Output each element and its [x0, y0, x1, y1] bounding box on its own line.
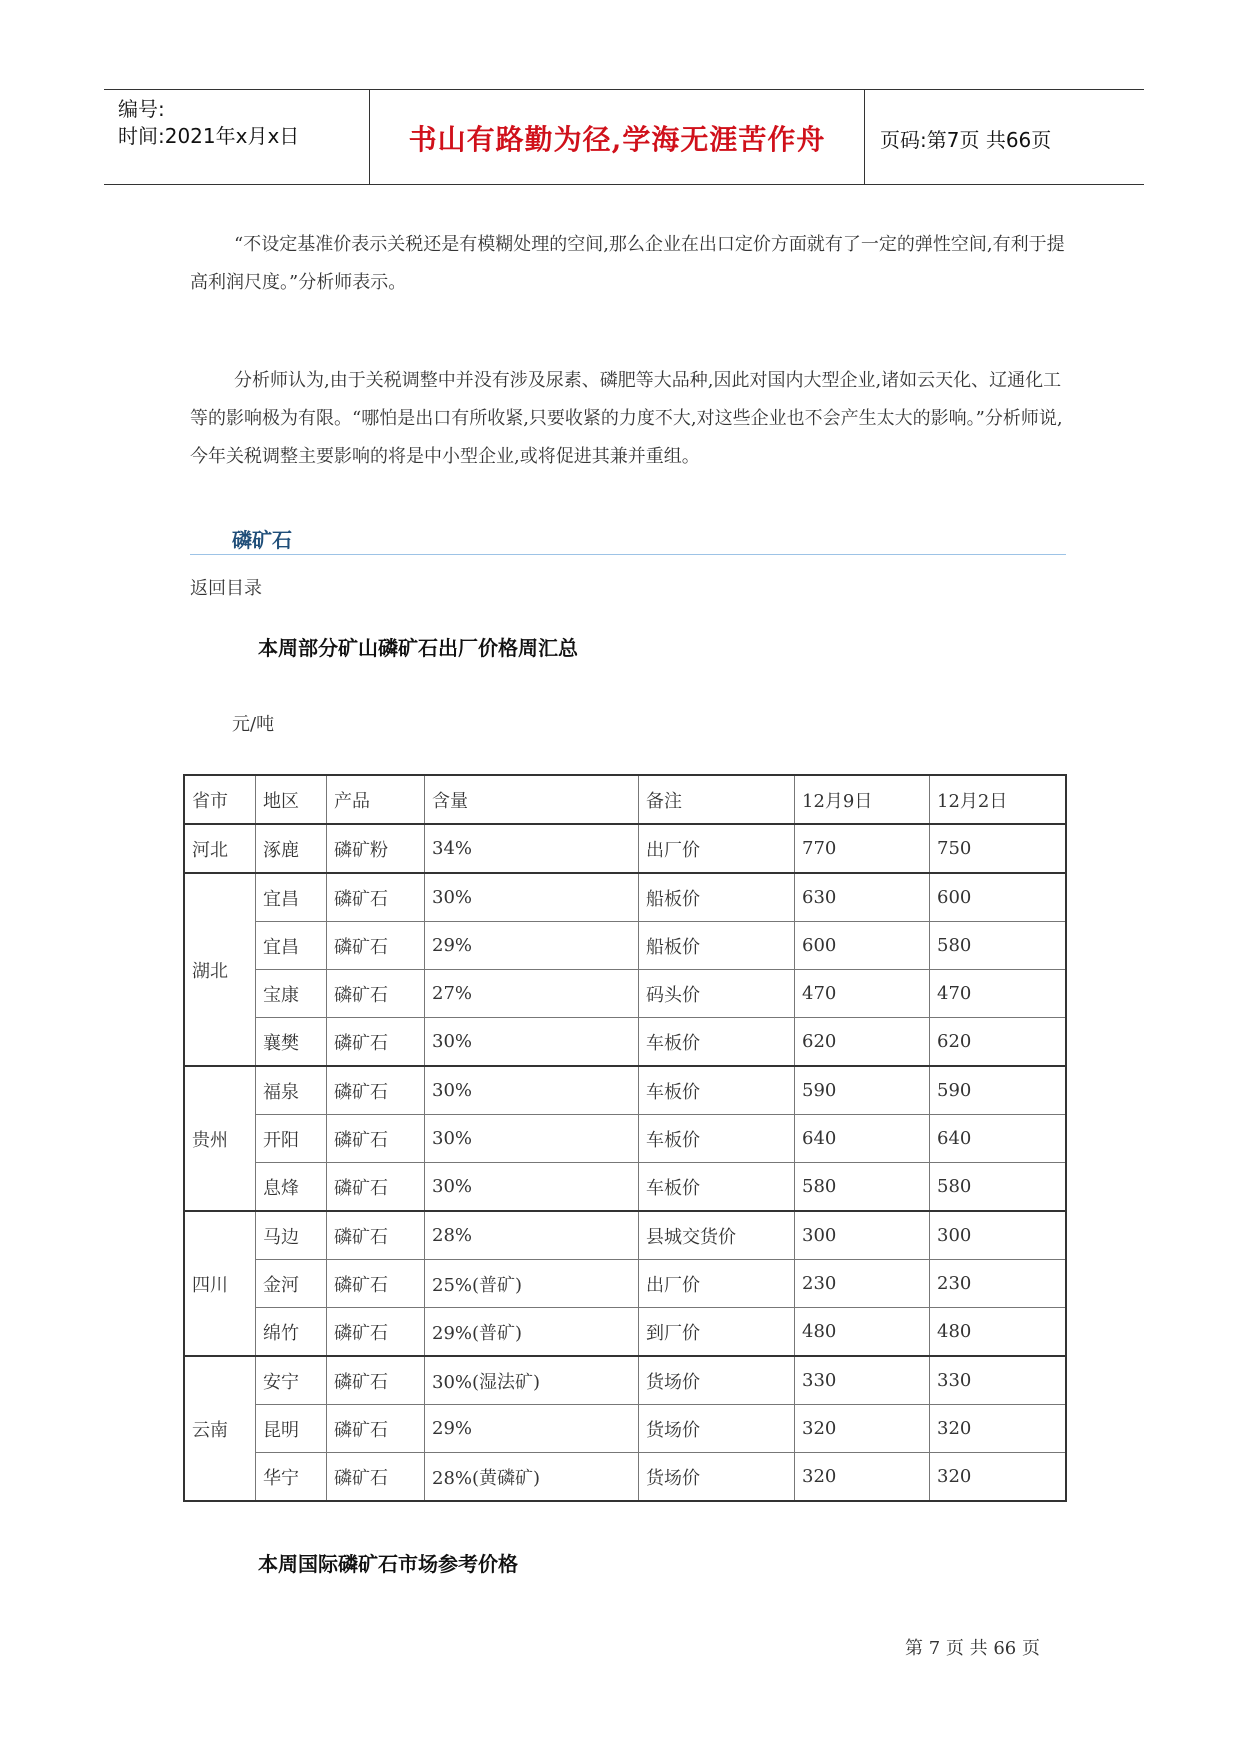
- note-cell: 货场价: [639, 1405, 795, 1453]
- region-cell: 福泉: [256, 1066, 327, 1115]
- table1-unit: 元/吨: [232, 714, 275, 735]
- note-cell: 出厂价: [639, 1260, 795, 1308]
- price-dec9-cell: 470: [795, 970, 930, 1018]
- price-dec2-cell: 470: [930, 970, 1067, 1018]
- product-cell: 磷矿石: [327, 873, 425, 922]
- region-cell: 绵竹: [256, 1308, 327, 1357]
- price-dec9-cell: 640: [795, 1115, 930, 1163]
- price-dec9-cell: 300: [795, 1211, 930, 1260]
- table-row: [184, 1260, 1066, 1308]
- region-cell: 襄樊: [256, 1018, 327, 1067]
- header-cell: 地区: [256, 775, 327, 824]
- table-row: [184, 970, 1066, 1018]
- note-cell: 码头价: [639, 970, 795, 1018]
- price-dec9-cell: 600: [795, 922, 930, 970]
- product-cell: 磷矿石: [327, 1405, 425, 1453]
- product-cell: 磷矿石: [327, 1211, 425, 1260]
- price-dec9-cell: 320: [795, 1453, 930, 1502]
- content-cell: 30%(湿法矿): [425, 1356, 639, 1405]
- back-to-toc-link[interactable]: 返回目录: [190, 578, 262, 599]
- table-row: [184, 1018, 1066, 1067]
- content-cell: 27%: [425, 970, 639, 1018]
- content-cell: 30%: [425, 1066, 639, 1115]
- header-cell: 备注: [639, 775, 795, 824]
- region-cell: 金河: [256, 1260, 327, 1308]
- table-row: [184, 1163, 1066, 1212]
- product-cell: 磷矿石: [327, 1163, 425, 1212]
- price-dec2-cell: 320: [930, 1405, 1067, 1453]
- product-cell: 磷矿石: [327, 1115, 425, 1163]
- price-dec2-cell: 300: [930, 1211, 1067, 1260]
- region-cell: 宜昌: [256, 873, 327, 922]
- page-footer: 第 7 页 共 66 页: [905, 1638, 1040, 1659]
- content-cell: 29%: [425, 922, 639, 970]
- region-cell: 昆明: [256, 1405, 327, 1453]
- table-row: [184, 873, 1066, 922]
- content-cell: 34%: [425, 824, 639, 873]
- serial-label: 编号:: [118, 97, 165, 121]
- note-cell: 货场价: [639, 1356, 795, 1405]
- section-title: 磷矿石: [232, 528, 292, 552]
- note-cell: 车板价: [639, 1163, 795, 1212]
- note-cell: 车板价: [639, 1115, 795, 1163]
- product-cell: 磷矿粉: [327, 824, 425, 873]
- product-cell: 磷矿石: [327, 1260, 425, 1308]
- product-cell: 磷矿石: [327, 1066, 425, 1115]
- price-table: [183, 774, 1067, 1502]
- price-dec9-cell: 580: [795, 1163, 930, 1212]
- paragraph-2-text: 分析师认为,由于关税调整中并没有涉及尿素、磷肥等大品种,因此对国内大型企业,诸如云天化、辽通化工等的影响极为有限。“哪怕是出口有所收紧,只要收紧的力度不大,对这些企业也不会产生太大的影响。”分析师说,今年关税调整主要影响的将是中小型企业,或将促进其兼并重组。: [190, 370, 1063, 467]
- price-dec2-cell: 620: [930, 1018, 1067, 1067]
- content-cell: 28%(黄磷矿): [425, 1453, 639, 1502]
- note-cell: 船板价: [639, 873, 795, 922]
- note-cell: 车板价: [639, 1066, 795, 1115]
- table-row: [184, 1453, 1066, 1502]
- note-cell: 到厂价: [639, 1308, 795, 1357]
- table-row: [184, 1308, 1066, 1357]
- price-dec2-cell: 580: [930, 922, 1067, 970]
- content-cell: 30%: [425, 873, 639, 922]
- note-cell: 出厂价: [639, 824, 795, 873]
- table-row: [184, 1211, 1066, 1260]
- price-dec2-cell: 480: [930, 1308, 1067, 1357]
- price-dec2-cell: 640: [930, 1115, 1067, 1163]
- table-row: [184, 1115, 1066, 1163]
- price-dec9-cell: 590: [795, 1066, 930, 1115]
- note-cell: 县城交货价: [639, 1211, 795, 1260]
- price-dec2-cell: 750: [930, 824, 1067, 873]
- region-cell: 华宁: [256, 1453, 327, 1502]
- region-cell: 宜昌: [256, 922, 327, 970]
- product-cell: 磷矿石: [327, 1453, 425, 1502]
- table-row: [184, 922, 1066, 970]
- table-row: [184, 824, 1066, 873]
- header-meta-cell: [104, 90, 370, 184]
- province-cell: 河北: [184, 824, 256, 873]
- paragraph-1-text: “不设定基准价表示关税还是有模糊处理的空间,那么企业在出口定价方面就有了一定的弹性空间,有利于提高利润尺度。”分析师表示。: [190, 234, 1065, 293]
- header-cell: 省市: [184, 775, 256, 824]
- table1-title: 本周部分矿山磷矿石出厂价格周汇总: [258, 636, 578, 660]
- header-page-cell: [866, 90, 1144, 184]
- table-header-row: [184, 775, 1066, 824]
- header-cell: 含量: [425, 775, 639, 824]
- motto: 书山有路勤为径,学海无涯苦作舟: [408, 123, 826, 156]
- price-dec9-cell: 770: [795, 824, 930, 873]
- product-cell: 磷矿石: [327, 1018, 425, 1067]
- header-cell: 12月9日: [795, 775, 930, 824]
- price-dec2-cell: 320: [930, 1453, 1067, 1502]
- page-number-label: 页码:第7页 共66页: [880, 128, 1052, 152]
- content-cell: 30%: [425, 1115, 639, 1163]
- price-dec9-cell: 630: [795, 873, 930, 922]
- note-cell: 车板价: [639, 1018, 795, 1067]
- product-cell: 磷矿石: [327, 970, 425, 1018]
- province-cell: 贵州: [184, 1066, 256, 1211]
- price-dec2-cell: 590: [930, 1066, 1067, 1115]
- table2-title: 本周国际磷矿石市场参考价格: [258, 1552, 518, 1576]
- region-cell: 宝康: [256, 970, 327, 1018]
- region-cell: 马边: [256, 1211, 327, 1260]
- header-cell: 产品: [327, 775, 425, 824]
- price-dec9-cell: 320: [795, 1405, 930, 1453]
- product-cell: 磷矿石: [327, 922, 425, 970]
- note-cell: 船板价: [639, 922, 795, 970]
- table-row: [184, 1356, 1066, 1405]
- paragraph-2: [190, 362, 1070, 476]
- table-row: [184, 1405, 1066, 1453]
- product-cell: 磷矿石: [327, 1356, 425, 1405]
- province-cell: 云南: [184, 1356, 256, 1501]
- content-cell: 30%: [425, 1018, 639, 1067]
- region-cell: 涿鹿: [256, 824, 327, 873]
- table-row: [184, 1066, 1066, 1115]
- region-cell: 开阳: [256, 1115, 327, 1163]
- section-divider: [190, 554, 1066, 555]
- header-motto-cell: [370, 90, 865, 184]
- note-cell: 货场价: [639, 1453, 795, 1502]
- paragraph-1: [190, 226, 1070, 302]
- content-cell: 28%: [425, 1211, 639, 1260]
- header-cell: 12月2日: [930, 775, 1067, 824]
- page-header: [104, 89, 1144, 185]
- price-dec2-cell: 580: [930, 1163, 1067, 1212]
- province-cell: 四川: [184, 1211, 256, 1356]
- content-cell: 29%: [425, 1405, 639, 1453]
- price-dec2-cell: 330: [930, 1356, 1067, 1405]
- price-dec2-cell: 230: [930, 1260, 1067, 1308]
- price-dec9-cell: 330: [795, 1356, 930, 1405]
- price-dec9-cell: 480: [795, 1308, 930, 1357]
- region-cell: 息烽: [256, 1163, 327, 1212]
- product-cell: 磷矿石: [327, 1308, 425, 1357]
- time-label: 时间:2021年x月x日: [118, 124, 300, 148]
- region-cell: 安宁: [256, 1356, 327, 1405]
- content-cell: 30%: [425, 1163, 639, 1212]
- content-cell: 25%(普矿): [425, 1260, 639, 1308]
- price-dec9-cell: 230: [795, 1260, 930, 1308]
- province-cell: 湖北: [184, 873, 256, 1066]
- price-dec9-cell: 620: [795, 1018, 930, 1067]
- price-dec2-cell: 600: [930, 873, 1067, 922]
- content-cell: 29%(普矿): [425, 1308, 639, 1357]
